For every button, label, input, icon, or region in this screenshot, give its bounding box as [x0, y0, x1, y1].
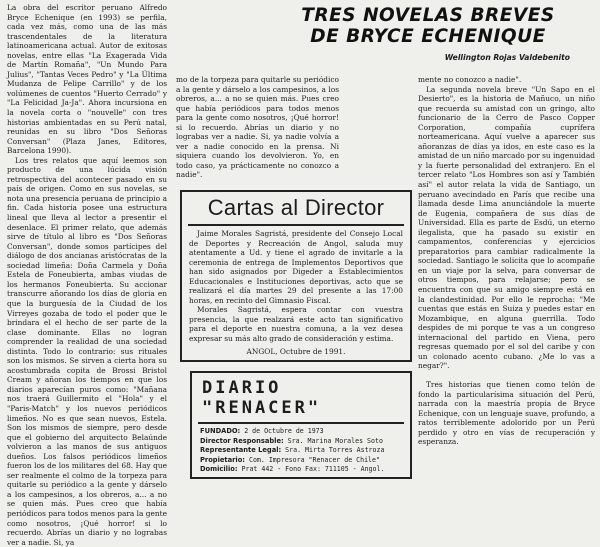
title-line-2: DE BRYCE ECHENIQUE: [310, 26, 546, 47]
diario-masthead-box: [190, 371, 412, 479]
diario-row: [200, 456, 402, 466]
byline: Wellington Rojas Valdebenito: [444, 53, 570, 62]
diario-row-label: Domicilio:: [200, 465, 238, 473]
cartas-al-director-box: [180, 190, 412, 362]
cartas-heading: Cartas al Director: [207, 195, 385, 220]
diario-row-label: Director Responsable:: [200, 436, 284, 445]
title-line-1: TRES NOVELAS BREVES: [301, 5, 555, 26]
diario-row: [200, 437, 402, 447]
left-column: [7, 3, 167, 547]
cartas-paragraph-1: Jaime Morales Sagristá, presidente del Consejo Local de Deportes y Recreación de Angol, saluda muy atentamente a Ud. y tiene el agrado de invitarle a la ceremonia de entrega de Implementos Deportivos que han sido asignados por Digeder a Establecimientos Educacionales e Instituciones deportivas, acto que se realizará el día martes 29 del presente a las 17:00 horas, en recinto del Gimnasio Fiscal.: [189, 229, 403, 305]
left-paragraph-1: La obra del escritor peruano Alfredo Bryce Echenique (en 1993) se perfila, cada vez más, como una de las más trascendentales de la literatura latinoamericana actual. Autor de exitosas novelas, entre ellas "La Exagerada Vida de Martín Romaña", "Un Mundo Para Julius", "Tantas Veces Pedro" y "La Última Mudanza de Felipe Carrillo" y de los volúmenes de cuentos "Huerto Cerrado" y "La Felicidad Ja-Ja". Ahora incursiona en la novela corta o "nouvelle" con tres historias ambientadas en su Perú natal, reunidas en su libro "Dos Señoras Conversan" (Plaza Janes, Editores, Barcelona 1990).: [7, 3, 167, 156]
right-paragraph-1: mente no conozco a nadie".: [418, 75, 522, 84]
right-paragraph-3: Tres historias que tienen como telón de fondo la particularísima situación del Perú, narrada con la maestría propia de Bryce Echenique, con un lenguaje suave, profundo, a ratos terriblemente adolorido por un Perú perdido y otro en vías de recuperación y esperanza.: [418, 379, 595, 447]
diario-row-label: Representante Legal:: [200, 446, 282, 454]
cartas-signature: ANGOL, Octubre de 1991.: [246, 346, 346, 356]
diario-name: DIARIO "RENACER": [202, 378, 322, 418]
diario-row-label: FUNDADO:: [200, 427, 241, 435]
diario-row-value: Prat 442 - Fono Fax: 711105 - Angol.: [241, 465, 385, 473]
diario-info: [192, 427, 410, 475]
diario-row: [200, 427, 402, 437]
diario-row: [200, 446, 402, 456]
left-paragraph-2: Los tres relatos que aquí leemos son producto de una lúcida visión retrospectiva del acontecer pasado en su país de origen. Como en sus novelas, se nota una presencia peruana de principio a fin. Cada historia posee una estructura lineal que lleva al lector a presentir el desenlace. El primer relato, que además sirve de título al libro es "Dos Señoras Conversan", donde somos partícipes del diálogo de dos ancianas aristócratas de la sociedad limeña: Doña Carmela y Doña Estela de Foneubierta, ambas viudas de los hermanos Foneubierta. Su accionar transcurre añorando los días de gloria en que la burguesía de la Ciudad de los Virreyes gozaba de todo el poder que le brindara el el hecho de ser parte de la clase dominante. Ellas no logran comprender la realidad de una sociedad distinta. Todo lo contrario: sus rituales son los mismos. Se sirven a cierta hora su acostumbrada copita de Brossi Bristol Cream y añoran los tiempos en que los diarios aparecían puros como: "Mañana nos traerá Guillermito el "Hola" y el "Paris-Match" y los nuevos periódicos limeños. No es que sean nuevos, Estela. Son los mismos de siempre, pero desde que el gobierno del arquitecto Belaúnde volvieron a las manos de sus antiguos dueños. Los falsos periódicos limeños fueron los de los militares del 68. Hay que ser realmente el colmo de la torpeza para quitarle su periódico a la gente y dárselo a los campesinos, a los obreros, a... a no se quien más. Pues creo que había periódicos para todos menos para la gente como nosotros, ¡Qué horror! si lo recuerdo. Abrías un diario y no lograbas ver a nadie. Si, ya: [7, 155, 167, 547]
middle-column: [176, 75, 339, 190]
cartas-body: [182, 229, 410, 344]
diario-row-value: Com. Impresora "Renacer de Chile": [248, 455, 380, 464]
right-column: [418, 75, 595, 480]
diario-row-label: Propietario:: [200, 455, 245, 464]
right-paragraph-2: La segunda novela breve "Un Sapo en el Desierto", es la historia de Mañuco, un niño que recuerda su amistad con un gringo, alto funcionario de la Cerro de Pasco Copper Corporation, compañía cuprífera norteamericana. Aquí vuelve a aparecer sus añoranzas de días ya idos, en este caso es la amistad de un niño marcado por su ingenuidad y la fuerte personalidad del extranjero. En el tercer relato "Los Hombres son así y También así" el autor relata la vida de Santiago, un peruano avecindado en París que recibe una llamada desde Lima anunciándole la muerte de Eugenia, compañera de sus días de Universidad. Ella es parte de Esdú, un eterno ilegalista, que ha pasado su existir en campamentos, conferencias y ejercicios preparatorios para cambiar radicalmente la sociedad. Santiago le solicita que lo acompañe en un viaje por la selva, para conversar de otros tiempos, para relajarse; pero se encuentra con que su amigo siempre está en la clandestinidad. Por ello le reprocha: "Me cuentas que estás en Suiza y puedes estar en Mozambique, en alguna guerrilla. Todo despides de mi porque te vas a un congreso internacional del partido en Viena, pero regresas quemado por el sol del caribe y con un colonado acento cubano. ¿Me lo vas a negar?".: [418, 84, 595, 371]
cartas-paragraph-2: Morales Sagristá, espera contar con vuestra presencia, la que realzará este acto tan significativo para el deporte en nuestra comuna, a la vez desea expresar su más alto grado de consideración y estima.: [189, 305, 403, 344]
cartas-divider: [188, 224, 404, 226]
diario-divider: [198, 422, 404, 424]
diario-row: [200, 465, 402, 475]
diario-row-value: Sra. Mirta Torres Astroza: [285, 446, 385, 454]
middle-paragraph-1: mo de la torpeza para quitarle su periódico a la gente y dárselo a los campesinos, a los obreros, a... a no se quien más. Pues creo que había periódicos para todos menos para la gente como nosotros, ¡Qué horror! si lo recuerdo. Abrías un diario y no lograbas ver a nadie. Si, ya nadie volvía a ver a nadie conocido en la prensa. Ni siquiera cuando los devolvieron. Yo, en todo caso, ya prácticamente no conozco a nadie".: [176, 75, 339, 180]
diario-row-value: 2 de Octubre de 1973: [244, 427, 324, 435]
diario-row-value: Sra. Marina Morales Soto: [287, 436, 383, 445]
article-title: [272, 5, 584, 47]
